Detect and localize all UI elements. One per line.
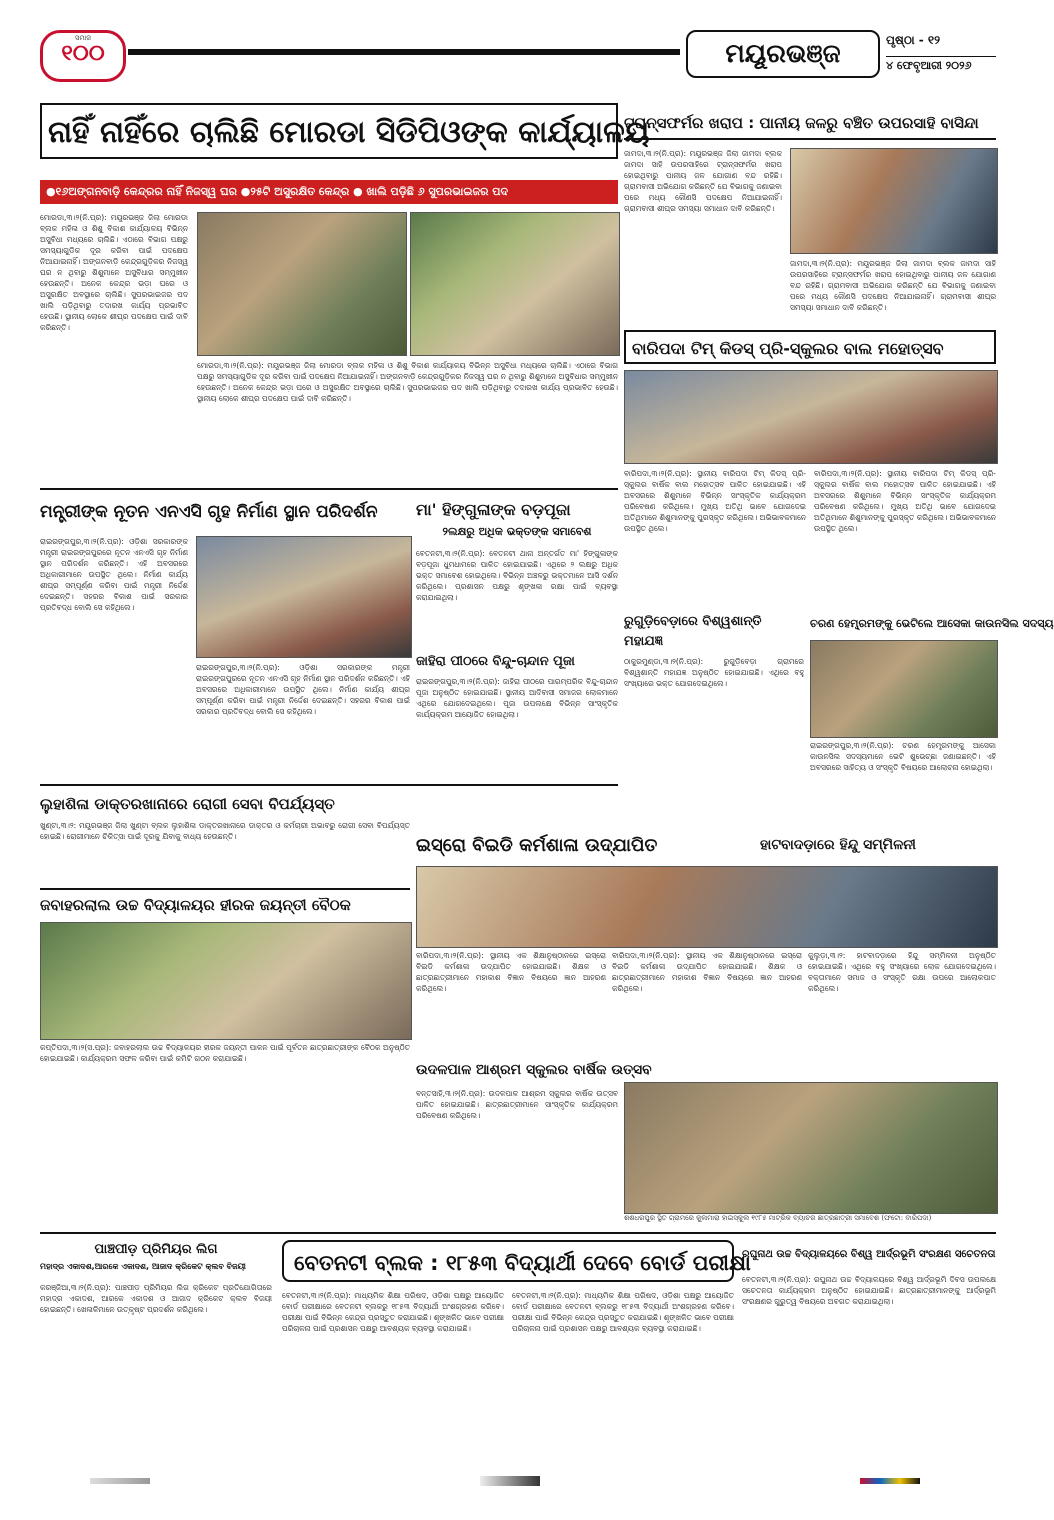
story1-body-col2: ମୋରଡା,୩।୨(ନି.ପ୍ର): ମୟୂରଭଞ୍ଜ ଜିଲା ମୋରଡା ବ୍ଲକ ମହିଳା ଓ ଶିଶୁ ବିକାଶ କାର୍ଯ୍ୟାଳୟ ବିଭିନ୍ନ ଅସୁବିଧା ମଧ୍ୟରେ ଚାଲିଛି। ଏଠାରେ ବିଭାଗ ପକ୍ଷରୁ ସମସ୍ୟାଗୁଡିକ ଦୂର କରିବା ପାଇଁ ପଦକ୍ଷେପ ନିଆଯାଇନାହିଁ। ଅଙ୍ଗନବାଡ଼ି କେନ୍ଦ୍ରଗୁଡ଼ିକର ନିଜସ୍ୱ ଘର ନ ଥିବାରୁ ଶିଶୁମାନେ ଅସୁବିଧାର ସମ୍ମୁଖୀନ ହେଉଛନ୍ତି। ଅନେକ କେନ୍ଦ୍ର ଭଡ଼ା ଘରେ ଓ ଅସୁରକ୍ଷିତ ଅବସ୍ଥାରେ ଚାଲିଛି। ସୁପରଭାଇଜର ପଦ ଖାଲି ପଡ଼ିଥିବାରୁ ତଦାରଖ କାର୍ଯ୍ୟ ପ୍ରଭାବିତ ହେଉଛି। ସ୍ଥାନୀୟ ଲୋକେ ଶୀଘ୍ର ପଦକ୍ଷେପ ପାଇଁ ଦାବି କରିଛନ୍ତି। bbox=[197, 361, 618, 403]
story7-body: ଠାକୁରମୁଣ୍ଡା,୩।୨(ନି.ପ୍ର): ରୁଗୁଡ଼ିବେଡ଼ା ଗ୍ରାମରେ ବିଶ୍ୱଶାନ୍ତି ମହାଯଜ୍ଞ ଅନୁଷ୍ଠିତ ହୋଇଯାଇଛି। ଏଥିରେ ବହୁ ସଂଖ୍ୟାରେ ଭକ୍ତ ଯୋଗଦେଇଥିଲେ। bbox=[624, 657, 804, 688]
story8-photo bbox=[810, 640, 998, 738]
story13-photo bbox=[624, 1082, 998, 1214]
story10-headline: ଇସ୍ରୋ ବିଇଡି କର୍ମଶାଳା ଉଦ୍ଯାପିତ bbox=[416, 835, 658, 856]
story12-photo bbox=[40, 922, 412, 1040]
story14-subhead: ମହାଦ୍ର ଏକାଦଶ,ଆରକେ ଏକାଦଶ, ଆଜାଦ କ୍ରିକେଟ କ୍ଲବ ବିଜୟୀ bbox=[40, 1262, 246, 1271]
masthead-rule bbox=[128, 49, 680, 55]
story4-body-col2: ରାଇରଙ୍ଗପୁର,୩।୨(ନି.ପ୍ର): ଓଡ଼ିଶା ସରକାରଙ୍କ ମନ୍ତ୍ରୀ ରାଇରଙ୍ଗପୁରରେ ନୂତନ ଏନଏସି ଗୃହ ନିର୍ମାଣ ସ୍ଥାନ ପରିଦର୍ଶନ କରିଛନ୍ତି। ଏହି ଅବସରରେ ଅଧିକାରୀମାନେ ଉପସ୍ଥିତ ଥିଲେ। ନିର୍ମାଣ କାର୍ଯ୍ୟ ଶୀଘ୍ର ସମ୍ପୂର୍ଣ୍ଣ କରିବା ପାଇଁ ମନ୍ତ୍ରୀ ନିର୍ଦ୍ଦେଶ ଦେଇଛନ୍ତି। ସହରର ବିକାଶ ପାଇଁ ସରକାର ପ୍ରତିବଦ୍ଧ ବୋଲି ସେ କହିଥିଲେ। bbox=[196, 663, 410, 716]
story6-headline: ଜାହିରା ପୀଠରେ ବିନ୍ଦୁ-ଚାନ୍ଦାନ ପୂଜା bbox=[416, 654, 575, 669]
story1-photo-centre bbox=[410, 212, 620, 356]
page-label: ପୃଷ୍ଠା - ୧୨ bbox=[886, 33, 941, 47]
story5-subhead: ୨ଲକ୍ଷରୁ ଅଧିକ ଭକ୍ତଙ୍କ ସମାବେଶ bbox=[442, 525, 592, 538]
story1-subhead: ●୧୬ଅଙ୍ଗନବାଡ଼ି କେନ୍ଦ୍ରର ନାହିଁ ନିଜସ୍ୱ ଘର ●୨୫ଟି ଅସୁରକ୍ଷିତ କେନ୍ଦ୍ର ● ଖାଲି ପଡ଼ିଛି ୬ ସୁପରଭାଇଜର ପଦ bbox=[40, 180, 618, 204]
story13-headline: ଉଦଳପାଳ ଆଶ୍ରମ ସ୍କୁଲର ବାର୍ଷିକ ଉତ୍ସବ bbox=[416, 1062, 652, 1078]
story8-headline: ଚରଣ ହେମ୍ବ୍ରମଙ୍କୁ ଭେଟିଲେ ଆସେକା କାଉନସିଲ ସଦସ୍ୟ bbox=[810, 617, 1054, 630]
story2-photo bbox=[790, 148, 998, 254]
story5-body: ବେତନଟୀ,୩।୨(ନି.ପ୍ର): ବେତନଟୀ ଥାନା ଅନ୍ତର୍ଗତ ମା' ହିଙ୍ଗୁଳାଙ୍କ ବଡ଼ପୂଜା ଧୁମଧାମରେ ପାଳିତ ହୋଇଯାଇଛି। ଏଥିରେ ୨ ଲକ୍ଷରୁ ଅଧିକ ଭକ୍ତ ସମାବେଶ ହୋଇଥିଲେ। ବିଭିନ୍ନ ଅଞ୍ଚଳରୁ ଭକ୍ତମାନେ ଆସି ଦର୍ଶନ କରିଥିଲେ। ପ୍ରଶାସନ ପକ୍ଷରୁ ଶୃଙ୍ଖଳା ରକ୍ଷା ପାଇଁ ବ୍ୟବସ୍ଥା କରାଯାଇଥିଲା। bbox=[416, 549, 618, 602]
story13-body: ବନ୍ତସାହି,୩।୨(ନି.ପ୍ର): ଉଦଳପାଳ ଆଶ୍ରମ ସ୍କୁଲର ବାର୍ଷିକ ଉତ୍ସବ ପାଳିତ ହୋଇଯାଇଛି। ଛାତ୍ରଛାତ୍ରୀମାନେ ସାଂସ୍କୃତିକ କାର୍ଯ୍ୟକ୍ରମ ପରିବେଷଣ କରିଥିଲେ। bbox=[416, 1089, 618, 1120]
story3-body-col2: ବାରିପଦା,୩।୨(ନି.ପ୍ର): ସ୍ଥାନୀୟ ବାରିପଦା ଟିମ୍ କିଡସ୍ ପ୍ରି-ସ୍କୁଲର ବାର୍ଷିକ ବାଲ ମହୋତ୍ସବ ପାଳିତ ହୋଇଯାଇଛି। ଏହି ଅବସରରେ ଶିଶୁମାନେ ବିଭିନ୍ନ ସାଂସ୍କୃତିକ କାର୍ଯ୍ୟକ୍ରମ ପରିବେଷଣ କରିଥିଲେ। ମୁଖ୍ୟ ଅତିଥି ଭାବେ ଯୋଗଦେଇ ଅତିଥିମାନେ ଶିଶୁମାନଙ୍କୁ ପୁରସ୍କୃତ କରିଥିଲେ। ଅଭିଭାବକମାନେ ଉପସ୍ଥିତ ଥିଲେ। bbox=[814, 469, 996, 533]
print-color-bar bbox=[860, 1478, 920, 1484]
logo-top-text: ସମାଜ bbox=[74, 34, 92, 42]
date-label: ୪ ଫେବୃଆରୀ ୨୦୨୬ bbox=[886, 56, 996, 75]
story16-headline: ରଘୁନାଥ ଉଚ୍ଚ ବିଦ୍ୟାଳୟରେ ବିଶ୍ୱ ଆର୍ଦ୍ରଭୂମି ସଂରକ୍ଷଣ ସଚେତନତା bbox=[742, 1249, 996, 1260]
divider bbox=[40, 1232, 996, 1234]
story15-headline: ବେତନଟୀ ବ୍ଲକ : ୧୮୫୩ ବିଦ୍ୟାର୍ଥୀ ଦେବେ ବୋର୍ଡ ପରୀକ୍ଷା bbox=[282, 1240, 734, 1282]
story10-body-col2: ବାରିପଦା,୩।୨(ନି.ପ୍ର): ସ୍ଥାନୀୟ ଏକ ଶିକ୍ଷାନୁଷ୍ଠାନରେ ଇସ୍ରୋ ବିଇଡି କର୍ମଶାଳା ଉଦ୍ଯାପିତ ହୋଇଯାଇଛି। ଶିକ୍ଷକ ଓ ଛାତ୍ରଛାତ୍ରୀମାନେ ମହାକାଶ ବିଜ୍ଞାନ ବିଷୟରେ ଜ୍ଞାନ ଆହରଣ କରିଥିଲେ। bbox=[612, 951, 802, 993]
story3-photo bbox=[624, 370, 998, 464]
story7-headline: ରୁଗୁଡ଼ିବେଡ଼ାରେ ବିଶ୍ୱଶାନ୍ତି ମହାଯଜ୍ଞ bbox=[624, 614, 762, 649]
story4-headline: ମନ୍ତ୍ରୀଙ୍କ ନୂତନ ଏନଏସି ଗୃହ ନିର୍ମାଣ ସ୍ଥାନ ପରିଦର୍ଶନ bbox=[40, 502, 378, 522]
story9-headline: ଲୁହାଶିଳା ଡାକ୍ତରଖାନାରେ ରୋଗୀ ସେବା ବିପର୍ଯ୍ୟସ୍ତ bbox=[40, 795, 335, 813]
story6-body: ରାଇରଙ୍ଗପୁର,୩।୨(ନି.ପ୍ର): ଜାହିରା ପୀଠରେ ପାରମ୍ପରିକ ବିନ୍ଦୁ-ଚାନ୍ଦାନ ପୂଜା ଅନୁଷ୍ଠିତ ହୋଇଯାଇଛି। ସ୍ଥାନୀୟ ଆଦିବାସୀ ସମାଜର ଲୋକମାନେ ଏଥିରେ ଯୋଗଦେଇଥିଲେ। ପୂଜା ଉପଲକ୍ଷେ ବିଭିନ୍ନ ସାଂସ୍କୃତିକ କାର୍ଯ୍ୟକ୍ରମ ଆୟୋଜିତ ହୋଇଥିଲା। bbox=[416, 677, 618, 719]
story1-body-col1: ମୋରଡା,୩।୨(ନି.ପ୍ର): ମୟୂରଭଞ୍ଜ ଜିଲା ମୋରଡା ବ୍ଲକ ମହିଳା ଓ ଶିଶୁ ବିକାଶ କାର୍ଯ୍ୟାଳୟ ବିଭିନ୍ନ ଅସୁବିଧା ମଧ୍ୟରେ ଚାଲିଛି। ଏଠାରେ ବିଭାଗ ପକ୍ଷରୁ ସମସ୍ୟାଗୁଡିକ ଦୂର କରିବା ପାଇଁ ପଦକ୍ଷେପ ନିଆଯାଇନାହିଁ। ଅଙ୍ଗନବାଡ଼ି କେନ୍ଦ୍ରଗୁଡ଼ିକର ନିଜସ୍ୱ ଘର ନ ଥିବାରୁ ଶିଶୁମାନେ ଅସୁବିଧାର ସମ୍ମୁଖୀନ ହେଉଛନ୍ତି। ଅନେକ କେନ୍ଦ୍ର ଭଡ଼ା ଘରେ ଓ ଅସୁରକ୍ଷିତ ଅବସ୍ଥାରେ ଚାଲିଛି। ସୁପରଭାଇଜର ପଦ ଖାଲି ପଡ଼ିଥିବାରୁ ତଦାରଖ କାର୍ଯ୍ୟ ପ୍ରଭାବିତ ହେଉଛି। ସ୍ଥାନୀୟ ଲୋକେ ଶୀଘ୍ର ପଦକ୍ଷେପ ପାଇଁ ଦାବି କରିଛନ୍ତି। bbox=[40, 213, 188, 332]
story11-body: କୁଲୁଡ଼ା,୩।୨: ହାଟବାଦଡ଼ାରେ ହିନ୍ଦୁ ସମ୍ମିଳନୀ ଅନୁଷ୍ଠିତ ହୋଇଯାଇଛି। ଏଥିରେ ବହୁ ସଂଖ୍ୟାରେ ଲୋକ ଯୋଗଦେଇଥିଲେ। ବକ୍ତାମାନେ ସମାଜ ଓ ସଂସ୍କୃତି ରକ୍ଷା ଉପରେ ଆଲୋକପାତ କରିଥିଲେ। bbox=[808, 951, 996, 993]
story10-body-col1: ବାରିପଦା,୩।୨(ନି.ପ୍ର): ସ୍ଥାନୀୟ ଏକ ଶିକ୍ଷାନୁଷ୍ଠାନରେ ଇସ୍ରୋ ବିଇଡି କର୍ମଶାଳା ଉଦ୍ଯାପିତ ହୋଇଯାଇଛି। ଶିକ୍ଷକ ଓ ଛାତ୍ରଛାତ୍ରୀମାନେ ମହାକାଶ ବିଜ୍ଞାନ ବିଷୟରେ ଜ୍ଞାନ ଆହରଣ କରିଥିଲେ। bbox=[416, 951, 606, 993]
story15-body-col1: ବେତନଟୀ,୩।୨(ନି.ପ୍ର): ମାଧ୍ୟମିକ ଶିକ୍ଷା ପରିଷଦ, ଓଡ଼ିଶା ପକ୍ଷରୁ ଆୟୋଜିତ ବୋର୍ଡ ପରୀକ୍ଷାରେ ବେତନଟୀ ବ୍ଲକରୁ ୧୮୫୩ ବିଦ୍ୟାର୍ଥୀ ଅଂଶଗ୍ରହଣ କରିବେ। ପରୀକ୍ଷା ପାଇଁ ବିଭିନ୍ନ କେନ୍ଦ୍ର ପ୍ରସ୍ତୁତ କରାଯାଇଛି। ଶୃଙ୍ଖଳିତ ଭାବେ ପରୀକ୍ଷା ପରିଚାଳନା ପାଇଁ ପ୍ରଶାସନ ପକ୍ଷରୁ ଆବଶ୍ୟକ ବ୍ୟବସ୍ଥା କରାଯାଇଛି। bbox=[282, 1291, 504, 1333]
story4-body: ରାଇରଙ୍ଗପୁର,୩।୨(ନି.ପ୍ର): ଓଡ଼ିଶା ସରକାରଙ୍କ ମନ୍ତ୍ରୀ ରାଇରଙ୍ଗପୁରରେ ନୂତନ ଏନଏସି ଗୃହ ନିର୍ମାଣ ସ୍ଥାନ ପରିଦର୍ଶନ କରିଛନ୍ତି। ଏହି ଅବସରରେ ଅଧିକାରୀମାନେ ଉପସ୍ଥିତ ଥିଲେ। ନିର୍ମାଣ କାର୍ଯ୍ୟ ଶୀଘ୍ର ସମ୍ପୂର୍ଣ୍ଣ କରିବା ପାଇଁ ମନ୍ତ୍ରୀ ନିର୍ଦ୍ଦେଶ ଦେଇଛନ୍ତି। ସହରର ବିକାଶ ପାଇଁ ସରକାର ପ୍ରତିବଦ୍ଧ ବୋଲି ସେ କହିଥିଲେ। bbox=[40, 537, 188, 612]
story5-headline: ମା' ହିଙ୍ଗୁଳାଙ୍କ ବଡ଼ପୂଜା bbox=[416, 500, 571, 519]
print-color-bar bbox=[90, 1478, 150, 1484]
story2-headline: ଟ୍ରାନ୍ସଫର୍ମର ଖରାପ : ପାନୀୟ ଜଳରୁ ବଞ୍ଚିତ ଉପରସାହି ବାସିନ୍ଦା bbox=[624, 108, 996, 140]
story13-caption: ଶଶଧରପୁର ସ୍ଥିତ ଗ୍ରାମରେ କୁଳାମାରା ହାଇସ୍କୁଲ ୧୯୮୫ ମାଟ୍ରିକ ବ୍ୟାଚର ଛାତ୍ରଛାତ୍ରୀ ସମାବେଶ (ଫଟୋ: ବାରିପଦା) bbox=[624, 1214, 932, 1222]
divider bbox=[40, 488, 618, 490]
print-color-bar bbox=[480, 1476, 540, 1486]
story12-headline: ଜବାହରଲାଲ ଉଚ୍ଚ ବିଦ୍ୟାଳୟର ହୀରକ ଜୟନ୍ତୀ ବୈଠକ bbox=[40, 888, 410, 920]
story10-photo bbox=[416, 866, 998, 948]
story2-body-col2: ଜାମଦା,୩।୨(ନି.ପ୍ର): ମୟୂରଭଞ୍ଜ ଜିଲା ଜାମଦା ବ୍ଲକ ଜାମଦା ସାହି ଉପରସାହିରେ ଟ୍ରାନ୍ସଫର୍ମର ଖରାପ ହୋଇଥିବାରୁ ପାନୀୟ ଜଳ ଯୋଗାଣ ବନ୍ଦ ରହିଛି। ଗ୍ରାମବାସୀ ଅଭିଯୋଗ କରିଛନ୍ତି ଯେ ବିଭାଗକୁ ଜଣାଇବା ପରେ ମଧ୍ୟ କୌଣସି ପଦକ୍ଷେପ ନିଆଯାଇନାହିଁ। ଗ୍ରାମବାସୀ ଶୀଘ୍ର ସମସ୍ୟା ସମାଧାନ ଦାବି କରିଛନ୍ତି। bbox=[790, 259, 996, 312]
story4-photo bbox=[196, 536, 412, 658]
story1-headline: ନାହିଁ ନାହିଁରେ ଚାଲିଛି ମୋରଡା ସିଡିପିଓଙ୍କ କାର୍ଯ୍ୟାଳୟ bbox=[40, 103, 618, 159]
story12-body: କପ୍ତିପଦା,୩।୨(ସ.ପ୍ର): ଜବାହରଲାଲ ଉଚ୍ଚ ବିଦ୍ୟାଳୟର ହୀରକ ଜୟନ୍ତୀ ପାଳନ ପାଇଁ ପୂର୍ବତନ ଛାତ୍ରଛାତ୍ରୀଙ୍କ ବୈଠକ ଅନୁଷ୍ଠିତ ହୋଇଯାଇଛି। କାର୍ଯ୍ୟକ୍ରମ ସଫଳ କରିବା ପାଇଁ କମିଟି ଗଠନ କରାଯାଇଛି। bbox=[40, 1043, 410, 1063]
logo-number: ୧୦୦ bbox=[61, 41, 105, 66]
story14-headline: ପାଞ୍ଚପୀଡ଼ ପ୍ରିମିୟର ଲିଗ bbox=[94, 1242, 218, 1257]
story3-body-col1: ବାରିପଦା,୩।୨(ନି.ପ୍ର): ସ୍ଥାନୀୟ ବାରିପଦା ଟିମ୍ କିଡସ୍ ପ୍ରି-ସ୍କୁଲର ବାର୍ଷିକ ବାଲ ମହୋତ୍ସବ ପାଳିତ ହୋଇଯାଇଛି। ଏହି ଅବସରରେ ଶିଶୁମାନେ ବିଭିନ୍ନ ସାଂସ୍କୃତିକ କାର୍ଯ୍ୟକ୍ରମ ପରିବେଷଣ କରିଥିଲେ। ମୁଖ୍ୟ ଅତିଥି ଭାବେ ଯୋଗଦେଇ ଅତିଥିମାନେ ଶିଶୁମାନଙ୍କୁ ପୁରସ୍କୃତ କରିଥିଲେ। ଅଭିଭାବକମାନେ ଉପସ୍ଥିତ ଥିଲେ। bbox=[624, 469, 806, 533]
story9-body: ଖୁଣ୍ଟା,୩।୨: ମୟୂରଭଞ୍ଜ ଜିଲା ଖୁଣ୍ଟା ବ୍ଲକ ଲୁହାଶିଳା ଡାକ୍ତରଖାନାରେ ଡାକ୍ତର ଓ କର୍ମଚାରୀ ଅଭାବରୁ ରୋଗୀ ସେବା ବିପର୍ଯ୍ୟସ୍ତ ହୋଇଛି। ରୋଗୀମାନେ ଚିକିତ୍ସା ପାଇଁ ଦୂରକୁ ଯିବାକୁ ବାଧ୍ୟ ହେଉଛନ୍ତି। bbox=[40, 821, 410, 841]
story16-body: ବେତନଟୀ,୩।୨(ନି.ପ୍ର): ରଘୁନାଥ ଉଚ୍ଚ ବିଦ୍ୟାଳୟରେ ବିଶ୍ୱ ଆର୍ଦ୍ରଭୂମି ଦିବସ ଉପଲକ୍ଷେ ସଚେତନତା କାର୍ଯ୍ୟକ୍ରମ ଅନୁଷ୍ଠିତ ହୋଇଯାଇଛି। ଛାତ୍ରଛାତ୍ରୀମାନଙ୍କୁ ଆର୍ଦ୍ରଭୂମି ସଂରକ୍ଷଣର ଗୁରୁତ୍ୱ ବିଷୟରେ ଅବଗତ କରାଯାଇଥିଲା। bbox=[742, 1275, 996, 1306]
story8-body: ରାଇରଙ୍ଗପୁର,୩।୨(ନି.ପ୍ର): ଚରଣ ହେମ୍ବ୍ରମଙ୍କୁ ଆସେକା କାଉନସିଲ ସଦସ୍ୟମାନେ ଭେଟି ଶୁଭେଚ୍ଛା ଜଣାଇଛନ୍ତି। ଏହି ଅବସରରେ ସାହିତ୍ୟ ଓ ସଂସ୍କୃତି ବିଷୟରେ ଆଲୋଚନା ହୋଇଥିଲା। bbox=[810, 741, 996, 772]
story3-headline: ବାରିପଦା ଟିମ୍ କିଡସ୍ ପ୍ରି-ସ୍କୁଲର ବାଲ ମହୋତ୍ସବ bbox=[624, 330, 996, 364]
divider bbox=[40, 784, 618, 786]
newspaper-logo bbox=[40, 30, 126, 82]
story2-body: ଜାମଦା,୩।୨(ନି.ପ୍ର): ମୟୂରଭଞ୍ଜ ଜିଲା ଜାମଦା ବ୍ଲକ ଜାମଦା ସାହି ଉପରସାହିରେ ଟ୍ରାନ୍ସଫର୍ମର ଖରାପ ହୋଇଥିବାରୁ ପାନୀୟ ଜଳ ଯୋଗାଣ ବନ୍ଦ ରହିଛି। ଗ୍ରାମବାସୀ ଅଭିଯୋଗ କରିଛନ୍ତି ଯେ ବିଭାଗକୁ ଜଣାଇବା ପରେ ମଧ୍ୟ କୌଣସି ପଦକ୍ଷେପ ନିଆଯାଇନାହିଁ। ଗ୍ରାମବାସୀ ଶୀଘ୍ର ସମସ୍ୟା ସମାଧାନ ଦାବି କରିଛନ୍ତି। bbox=[624, 149, 782, 213]
story1-photo-building bbox=[197, 212, 407, 356]
story11-headline: ହାଟବାଦଡ଼ାରେ ହିନ୍ଦୁ ସମ୍ମିଳନୀ bbox=[760, 837, 916, 853]
story15-body-col2: ବେତନଟୀ,୩।୨(ନି.ପ୍ର): ମାଧ୍ୟମିକ ଶିକ୍ଷା ପରିଷଦ, ଓଡ଼ିଶା ପକ୍ଷରୁ ଆୟୋଜିତ ବୋର୍ଡ ପରୀକ୍ଷାରେ ବେତନଟୀ ବ୍ଲକରୁ ୧୮୫୩ ବିଦ୍ୟାର୍ଥୀ ଅଂଶଗ୍ରହଣ କରିବେ। ପରୀକ୍ଷା ପାଇଁ ବିଭିନ୍ନ କେନ୍ଦ୍ର ପ୍ରସ୍ତୁତ କରାଯାଇଛି। ଶୃଙ୍ଖଳିତ ଭାବେ ପରୀକ୍ଷା ପରିଚାଳନା ପାଇଁ ପ୍ରଶାସନ ପକ୍ଷରୁ ଆବଶ୍ୟକ ବ୍ୟବସ୍ଥା କରାଯାଇଛି। bbox=[512, 1291, 734, 1333]
section-title: ମୟୂରଭଞ୍ଜ bbox=[686, 30, 880, 78]
story14-body: କରଞ୍ଜିଆ,୩।୨(ନି.ପ୍ର): ପାଞ୍ଚପୀଡ଼ ପ୍ରିମିୟର ଲିଗ କ୍ରିକେଟ ପ୍ରତିଯୋଗିତାରେ ମହାଦ୍ର ଏକାଦଶ, ଆରକେ ଏକାଦଶ ଓ ଆଜାଦ କ୍ରିକେଟ କ୍ଲବ ବିଜୟୀ ହୋଇଛନ୍ତି। ଖେଳାଳିମାନେ ଉତ୍କୃଷ୍ଟ ପ୍ରଦର୍ଶନ କରିଥିଲେ। bbox=[40, 1283, 272, 1314]
